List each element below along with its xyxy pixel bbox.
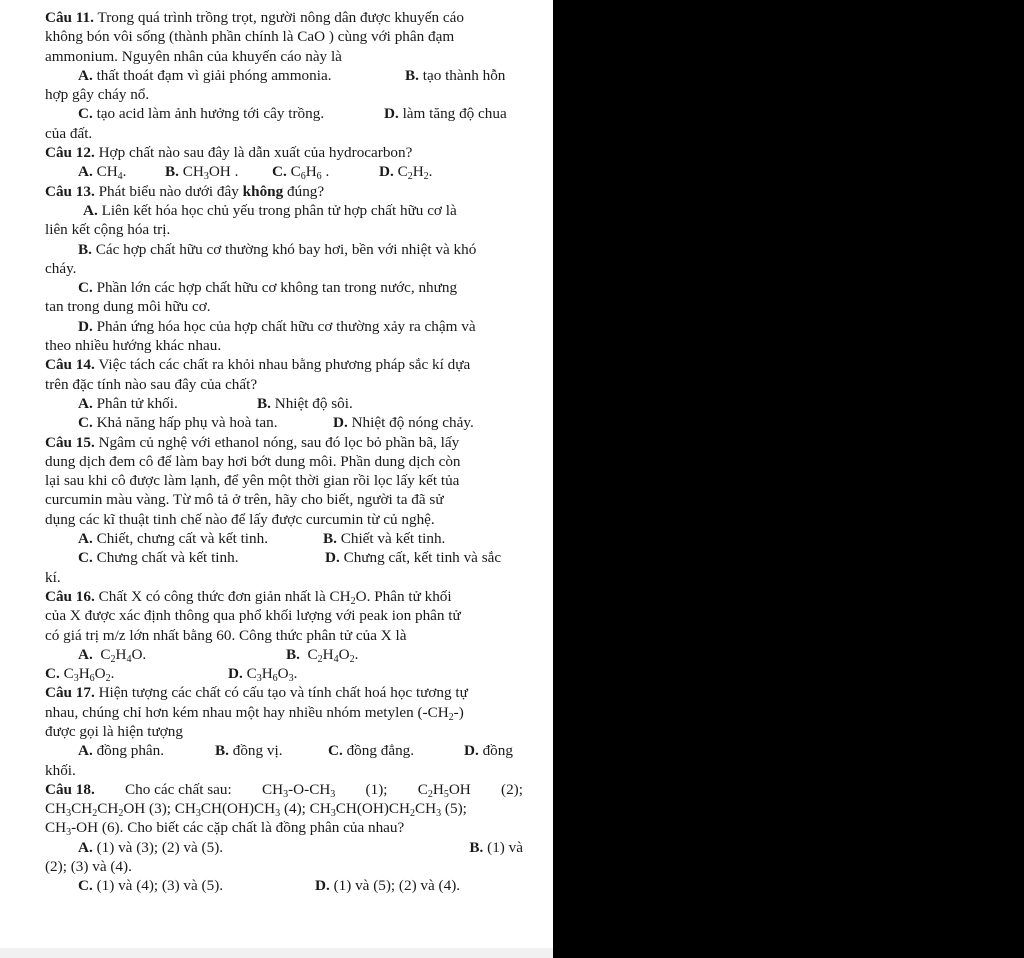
- q14-option-b: [257, 394, 353, 413]
- q12-stem-text: Hợp chất nào sau đây là dẫn xuất của hydrocarbon?: [94, 144, 413, 162]
- q14-option-a: [78, 394, 257, 413]
- q13-option-b-label: B.: [78, 240, 92, 258]
- q15-option-d-cont: kí.: [45, 568, 61, 586]
- q18-option-d: [315, 876, 460, 895]
- q11-option-d-text: làm tăng độ chua: [398, 105, 507, 123]
- q18-line-1: [45, 780, 523, 799]
- q18-option-d-text: (1) và (5); (2) và (4).: [329, 877, 461, 895]
- q16-label: Câu 16.: [45, 587, 95, 605]
- q17-options: [45, 741, 523, 760]
- q16-option-d: D. $C_3H_6O_3$.: [228, 665, 298, 685]
- q13-option-d-label: D.: [78, 317, 93, 335]
- q16-option-a: A. $C_2H_4O$.: [78, 645, 147, 665]
- q11-option-d-label: D.: [384, 105, 399, 123]
- q18-line-2: $CH_3CH_2CH_2OH$ (3); $CH_3CH(OH)CH_3$ (4); $CH_3CH(OH)CH_2CH_3$ (5);: [45, 800, 467, 820]
- q14-option-c-text: Khả năng hấp phụ và hoà tan.: [92, 414, 278, 432]
- q11-option-a: [78, 66, 405, 85]
- q13-stem: [45, 182, 523, 201]
- q16-line-1: Câu 16. Chất X có công thức đơn giản nhất là $CH_2O$. Phân tử khối: [45, 587, 452, 607]
- q15-options-cd: [45, 548, 523, 567]
- q12-options: [45, 162, 523, 181]
- q18-option-c: [78, 876, 315, 895]
- q13-option-b-text: Các hợp chất hữu cơ thường khó bay hơi, bền với nhiệt và khó: [91, 240, 477, 258]
- q18-label: Câu 18.: [45, 780, 95, 798]
- q17-option-c: [328, 741, 464, 760]
- q14-option-d: [333, 413, 474, 432]
- q17-option-b-label: B.: [215, 742, 229, 760]
- q18-option-a-text: (1) và (3); (2) và (5).: [92, 838, 224, 856]
- q11-option-a-text: thất thoát đạm vì giải phóng ammonia.: [92, 66, 332, 84]
- q16-option-b-label: B.: [286, 645, 300, 663]
- q11-option-c-label: C.: [78, 105, 93, 123]
- q15-option-b: [323, 529, 445, 548]
- q15-option-a-text: Chiết, chưng cất và kết tinh.: [92, 530, 269, 548]
- q18-option-c-label: C.: [78, 877, 93, 895]
- q11-options-cd: [45, 104, 523, 123]
- q13-option-d-text: Phản ứng hóa học của hợp chất hữu cơ thường xảy ra chậm và: [92, 317, 476, 335]
- q16-line-3: có giá trị m/z lớn nhất bằng 60. Công thức phân tử của X là: [45, 626, 407, 644]
- q15-options-ab: [45, 529, 523, 548]
- q15-option-a: [78, 529, 323, 548]
- q17-option-d: [464, 741, 513, 760]
- q11-option-b-text: tạo thành hỗn: [418, 66, 506, 84]
- q13-option-a-text: Liên kết hóa học chủ yếu trong phân tử hợp chất hữu cơ là: [97, 201, 457, 219]
- q13-label: Câu 13.: [45, 182, 95, 200]
- q18-option-b: [469, 838, 523, 857]
- q18-options-cd: [45, 876, 523, 895]
- q17-option-b-text: đồng vị.: [228, 742, 283, 760]
- q13-stem-pre: Phát biểu nào dưới đây: [94, 182, 243, 200]
- q15-line-5: dụng các kĩ thuật tinh chế nào để lấy được curcumin từ củ nghệ.: [45, 510, 435, 528]
- q11-stem-1: Trong quá trình trồng trọt, người nông dân được khuyến cáo: [93, 9, 464, 26]
- q12-option-a: A. $CH_4$.: [78, 163, 127, 183]
- q14-option-c: [78, 413, 333, 432]
- q13-stem-post: đúng?: [283, 182, 325, 200]
- q18-option-c-text: (1) và (4); (3) và (5).: [92, 877, 224, 895]
- q18-option-b-cont: (2); (3) và (4).: [45, 858, 132, 876]
- q11-option-c: [78, 104, 384, 123]
- q11-line-1: [45, 8, 523, 27]
- q13-stem-bold: không: [242, 182, 284, 200]
- q17-line-2: nhau, chúng chỉ hơn kém nhau một hay nhiều nhóm metylen $(-CH_2-)$: [45, 703, 464, 723]
- q12-option-b: B. $CH_3OH$ .: [165, 163, 239, 183]
- q12-option-c-label: C.: [272, 163, 287, 181]
- q12-option-b-label: B.: [165, 163, 179, 181]
- q15-label: Câu 15.: [45, 433, 95, 451]
- question-list: [45, 8, 523, 896]
- q11-option-c-text: tạo acid làm ảnh hưởng tới cây trồng.: [92, 105, 325, 123]
- q17-label: Câu 17.: [45, 684, 95, 702]
- q13-option-a-cont: liên kết cộng hóa trị.: [45, 221, 171, 239]
- q14-option-b-text: Nhiệt độ sôi.: [270, 394, 353, 412]
- q14-option-a-label: A.: [78, 394, 93, 412]
- q15-option-b-text: Chiết và kết tinh.: [336, 530, 446, 548]
- q15-line-3: lại sau khi cô được làm lạnh, để yên một thời gian rồi lọc lấy kết tủa: [45, 472, 460, 490]
- q12-option-a-label: A.: [78, 163, 93, 181]
- q13-option-a: [45, 201, 523, 220]
- q17-option-a: [78, 741, 215, 760]
- q11-line-2: không bón vôi sống (thành phần chính là CaO ) cùng với phân đạm: [45, 28, 455, 46]
- q15-stem-1: Ngâm củ nghệ với ethanol nóng, sau đó lọc bỏ phần bã, lấy: [94, 433, 460, 451]
- q11-line-3: ammonium. Nguyên nhân của khuyến cáo này là: [45, 47, 342, 65]
- q15-line-2: dung dịch đem cô để làm bay hơi bớt dung môi. Phần dung dịch còn: [45, 452, 461, 470]
- q17-line-1: [45, 683, 523, 702]
- q16-option-a-label: A.: [78, 645, 93, 663]
- q18-compound-2-num: (2);: [501, 780, 523, 798]
- q13-option-c: [45, 278, 523, 297]
- q12-label: Câu 12.: [45, 144, 95, 162]
- q14-stem-1: Việc tách các chất ra khỏi nhau bằng phương pháp sắc kí dựa: [94, 356, 471, 374]
- q17-option-d-label: D.: [464, 742, 479, 760]
- q11-option-d-cont: của đất.: [45, 124, 93, 142]
- q18-intro: Cho các chất sau:: [125, 780, 232, 798]
- q18-option-d-label: D.: [315, 877, 330, 895]
- q16-line-2: của X được xác định thông qua phổ khối lượng với peak ion phân tử: [45, 607, 461, 625]
- q17-option-d-cont: khối.: [45, 761, 76, 779]
- q15-option-d-text: Chưng cất, kết tinh và sắc: [339, 549, 502, 567]
- q14-options-ab: [45, 394, 523, 413]
- q15-option-c-label: C.: [78, 549, 93, 567]
- q12-option-d-label: D.: [379, 163, 394, 181]
- q13-option-d: [45, 317, 523, 336]
- q11-option-b: [405, 66, 505, 85]
- q18-option-a: [78, 838, 223, 857]
- q12-option-d: D. $C_2H_2$.: [379, 163, 433, 183]
- q13-option-c-cont: tan trong dung môi hữu cơ.: [45, 298, 211, 316]
- q11-label: Câu 11.: [45, 9, 94, 26]
- q14-line-2: trên đặc tính nào sau đây của chất?: [45, 375, 258, 393]
- q13-option-d-cont: theo nhiều hướng khác nhau.: [45, 337, 222, 355]
- q15-option-c: [78, 548, 325, 567]
- q14-option-a-text: Phân tử khối.: [92, 394, 178, 412]
- q18-stem-3: (6). Cho biết các cặp chất là đồng phân của nhau?: [98, 819, 405, 837]
- q16-option-c-label: C.: [45, 665, 60, 683]
- q13-option-b: [45, 240, 523, 259]
- q11-option-d: [384, 104, 507, 123]
- q13-option-c-text: Phần lớn các hợp chất hữu cơ không tan trong nước, nhưng: [92, 279, 458, 297]
- q16-stem-post: O. Phân tử khối: [355, 587, 452, 605]
- q13-option-c-label: C.: [78, 279, 93, 297]
- q15-option-d: [325, 548, 501, 567]
- q17-stem-2-pre: nhau, chúng chỉ hơn kém nhau một hay nhiều nhóm metylen (-CH: [45, 703, 449, 721]
- q12-stem: [45, 143, 523, 162]
- q14-option-b-label: B.: [257, 394, 271, 412]
- q11-option-b-label: B.: [405, 66, 419, 84]
- q15-option-d-label: D.: [325, 549, 340, 567]
- q17-option-c-text: đồng đẳng.: [342, 742, 415, 760]
- q15-option-a-label: A.: [78, 530, 93, 548]
- q11-option-b-cont: hợp gây cháy nổ.: [45, 86, 150, 104]
- q11-options-ab: [45, 66, 523, 85]
- q14-option-d-label: D.: [333, 414, 348, 432]
- q14-line-1: [45, 355, 523, 374]
- q15-line-4: curcumin màu vàng. Từ mô tả ở trên, hãy cho biết, người ta đã sử: [45, 491, 444, 509]
- q18-compound-2: $C_2H_5OH$: [417, 780, 471, 800]
- q17-option-a-label: A.: [78, 742, 93, 760]
- q18-option-a-label: A.: [78, 838, 93, 856]
- q18-option-b-label: B.: [469, 838, 484, 856]
- q18-line-3: $CH_3-OH$ (6). Cho biết các cặp chất là đồng phân của nhau?: [45, 819, 405, 839]
- q14-label: Câu 14.: [45, 356, 95, 374]
- q16-option-c: C. $C_3H_6O_2$.: [45, 665, 115, 685]
- q17-option-d-text: đồng: [478, 742, 513, 760]
- q17-stem-2-post: -): [453, 703, 464, 721]
- q18-compound-1-num: (1);: [365, 780, 388, 798]
- q14-option-d-text: Nhiệt độ nóng chảy.: [347, 414, 474, 432]
- q16-option-d-label: D.: [228, 665, 243, 683]
- q17-stem-1: Hiện tượng các chất có cấu tạo và tính chất hoá học tương tự: [94, 684, 468, 702]
- q14-options-cd: [45, 413, 523, 432]
- q17-option-b: [215, 741, 328, 760]
- q12-option-c: C. $C_6H_6$ .: [272, 163, 330, 183]
- q15-option-b-label: B.: [323, 530, 337, 548]
- q15-option-c-text: Chưng chất và kết tinh.: [92, 549, 239, 567]
- q18-option-b-text: (1) và: [483, 838, 523, 856]
- q17-line-3: được gọi là hiện tượng: [45, 722, 183, 740]
- q16-option-b: B. $C_2H_4O_2$.: [286, 645, 359, 665]
- page-bottom-edge: [0, 948, 553, 958]
- q16-options-cd: [45, 664, 523, 683]
- q13-option-a-label: A.: [83, 201, 98, 219]
- q18-options-ab: [45, 838, 523, 857]
- q16-options-ab: [45, 645, 523, 664]
- q11-option-a-label: A.: [78, 66, 93, 84]
- q13-option-b-cont: cháy.: [45, 259, 77, 277]
- q14-option-c-label: C.: [78, 414, 93, 432]
- q18-compound-1: $CH_3-O-CH_3$: [262, 780, 336, 800]
- q16-stem-pre: Chất X có công thức đơn giản nhất là CH: [94, 587, 351, 605]
- q17-option-a-text: đồng phân.: [92, 742, 165, 760]
- q17-option-c-label: C.: [328, 742, 343, 760]
- q15-line-1: [45, 433, 523, 452]
